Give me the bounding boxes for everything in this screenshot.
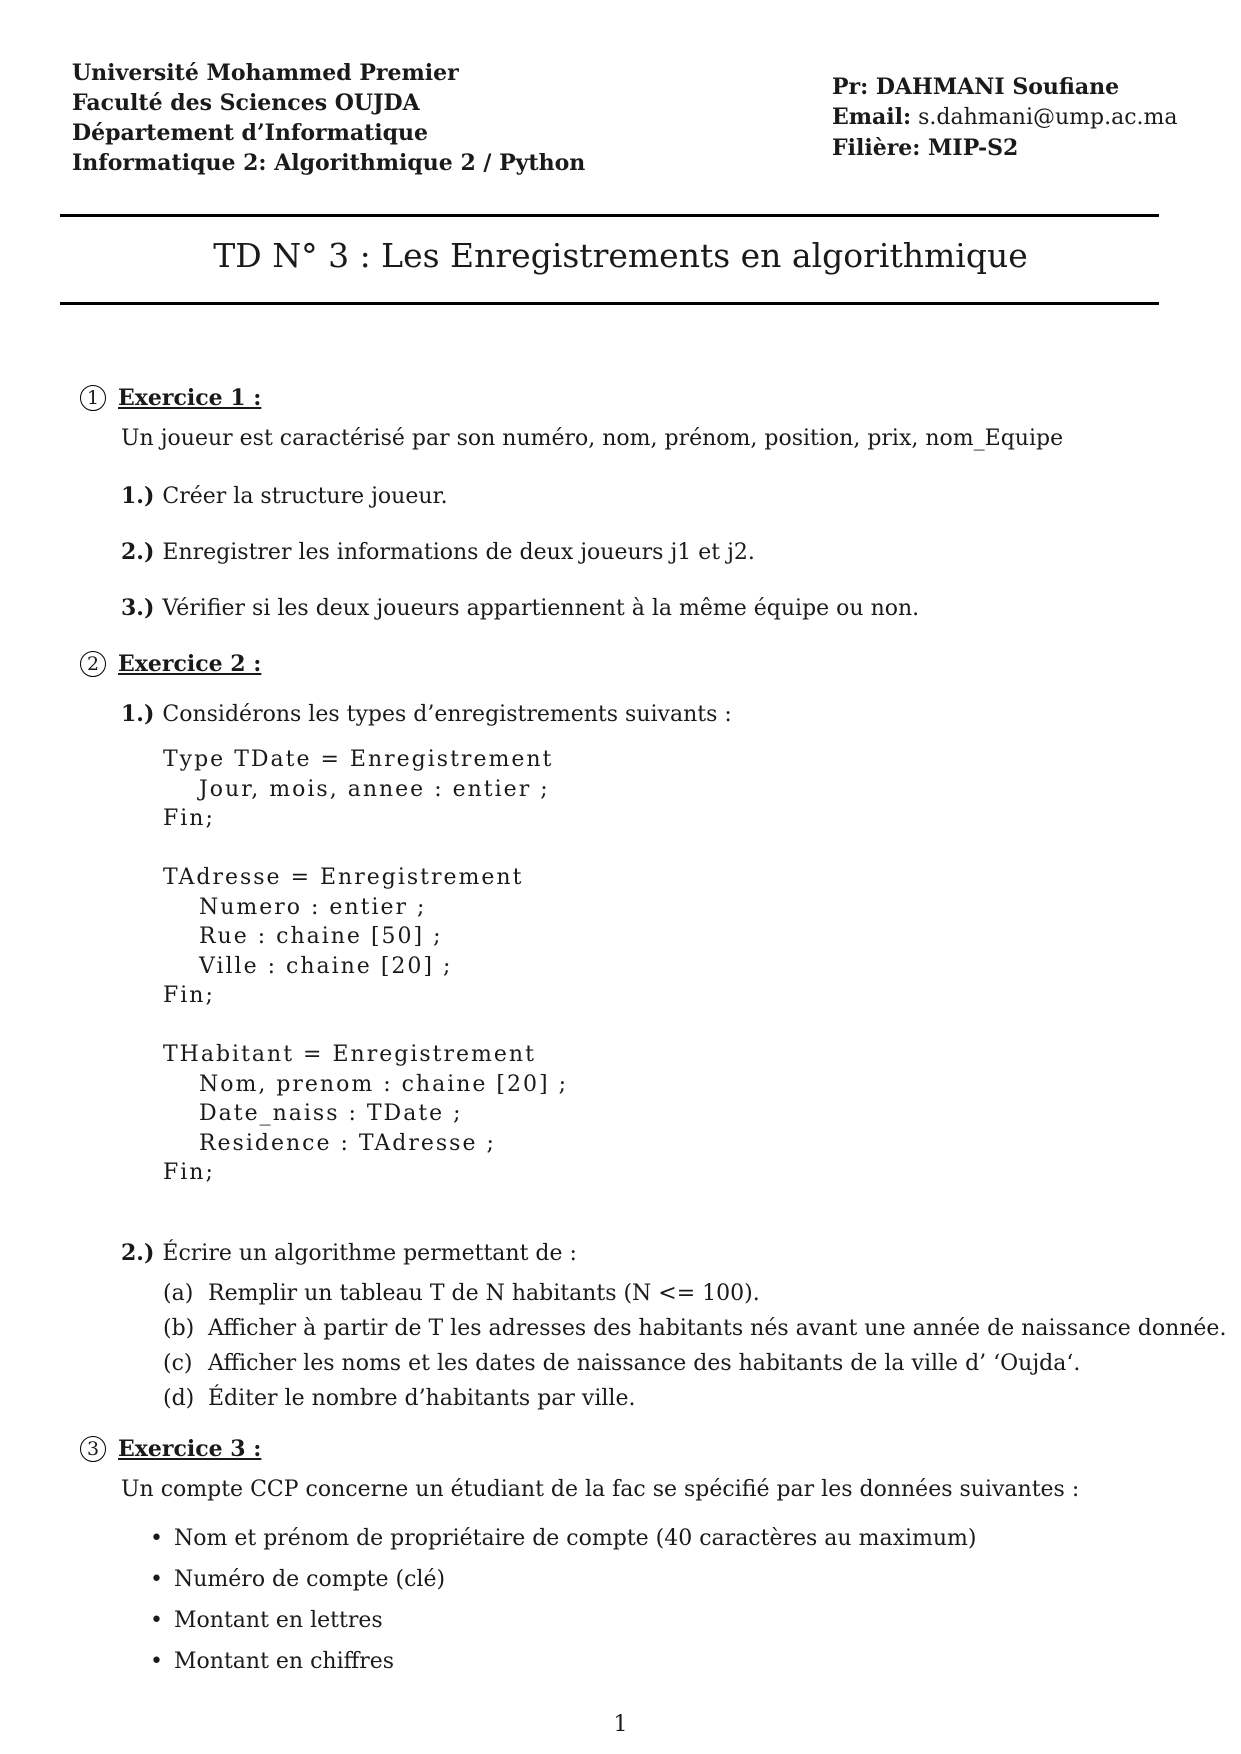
faculty-name: Faculté des Sciences OUJDA: [72, 90, 420, 116]
subitem-text: Éditer le nombre d’habitants par ville.: [208, 1386, 636, 1411]
email-line: [832, 102, 1178, 133]
list-item-text: Numéro de compte (clé): [174, 1567, 446, 1592]
exercise-2-subitems: [163, 1276, 1226, 1416]
exercise-2-heading: [80, 651, 261, 677]
subitem-label: (d): [163, 1386, 195, 1411]
question-number: 3.): [121, 595, 155, 621]
subitem: [163, 1276, 1226, 1311]
list-item-text: Nom et prénom de propriétaire de compte (40 caractères au maximum): [174, 1526, 977, 1551]
page-number: 1: [613, 1712, 628, 1737]
subitem-label: (b): [163, 1316, 195, 1341]
exercise-3-heading: [80, 1436, 261, 1462]
record-type-code-block: Type TDate = Enregistrement Jour, mois, annee : entier ; Fin; TAdresse = Enregistrement Numero : entier ; Rue : chaine [50] ; Ville : chaine [20] ; Fin; THabitant = Enregistrement Nom, prenom : chaine [20] ; Date_naiss : TDate ; Residence : TAdresse ; Fin;: [163, 747, 568, 1185]
email-label: Email:: [832, 104, 912, 130]
exercise-2-question-1: [121, 701, 732, 727]
subitem: [163, 1381, 1226, 1416]
university-name: Université Mohammed Premier: [72, 60, 459, 86]
bullet-icon: •: [150, 1567, 163, 1592]
list-item-text: Montant en lettres: [174, 1608, 383, 1633]
subitem-text: Afficher à partir de T les adresses des habitants nés avant une année de naissance donnée.: [208, 1316, 1227, 1341]
question-text: Enregistrer les informations de deux joueurs j1 et j2.: [162, 540, 755, 565]
question-text: Écrire un algorithme permettant de :: [162, 1241, 577, 1266]
subitem: [163, 1346, 1226, 1381]
exercise-1-question: [121, 483, 448, 509]
email-value: s.dahmani@ump.ac.ma: [918, 105, 1178, 130]
filiere-line: Filière: MIP-S2: [832, 135, 1019, 161]
exercise-title: Exercice 1 :: [118, 385, 262, 411]
exercise-title: Exercice 2 :: [118, 651, 262, 677]
exercise-3-bullets: [150, 1518, 976, 1682]
list-item: [150, 1600, 976, 1641]
subitem-label: (c): [163, 1351, 193, 1376]
subitem-label: (a): [163, 1281, 194, 1306]
question-number: 2.): [121, 1240, 155, 1266]
exercise-3-intro: Un compte CCP concerne un étudiant de la fac se spécifié par les données suivantes :: [121, 1477, 1080, 1502]
exercise-1-question: [121, 595, 919, 621]
list-item: [150, 1518, 976, 1559]
bottom-rule: [60, 302, 1159, 305]
bullet-icon: •: [150, 1526, 163, 1551]
institution-header: [72, 58, 585, 178]
exercise-number-badge: 2: [80, 651, 106, 677]
exercise-1-question: [121, 539, 755, 565]
subitem: [163, 1311, 1226, 1346]
question-text: Créer la structure joueur.: [162, 484, 448, 509]
exercise-number-badge: 3: [80, 1436, 106, 1462]
exercise-title: Exercice 3 :: [118, 1436, 262, 1462]
list-item: [150, 1559, 976, 1600]
question-number: 1.): [121, 483, 155, 509]
list-item: [150, 1641, 976, 1682]
exercise-2-question-2: [121, 1240, 577, 1266]
course-name: Informatique 2: Algorithmique 2 / Python: [72, 150, 586, 176]
bullet-icon: •: [150, 1608, 163, 1633]
exercise-number-badge: 1: [80, 385, 106, 411]
document-title: TD N° 3 : Les Enregistrements en algorithmique: [213, 236, 1028, 275]
question-text: Vérifier si les deux joueurs appartiennent à la même équipe ou non.: [162, 596, 920, 621]
question-number: 1.): [121, 701, 155, 727]
subitem-text: Afficher les noms et les dates de naissance des habitants de la ville d’ ‘Oujda‘.: [208, 1351, 1081, 1376]
instructor-header: [832, 72, 1178, 163]
list-item-text: Montant en chiffres: [174, 1649, 395, 1674]
question-text: Considérons les types d’enregistrements suivants :: [162, 702, 732, 727]
department-name: Département d’Informatique: [72, 120, 429, 146]
exercise-1-intro: Un joueur est caractérisé par son numéro, nom, prénom, position, prix, nom_Equipe: [121, 426, 1064, 451]
subitem-text: Remplir un tableau T de N habitants (N <= 100).: [208, 1281, 760, 1306]
exercise-1-heading: [80, 385, 261, 411]
top-rule: [60, 214, 1159, 217]
professor-name: Pr: DAHMANI Soufiane: [832, 74, 1120, 100]
question-number: 2.): [121, 539, 155, 565]
bullet-icon: •: [150, 1649, 163, 1674]
